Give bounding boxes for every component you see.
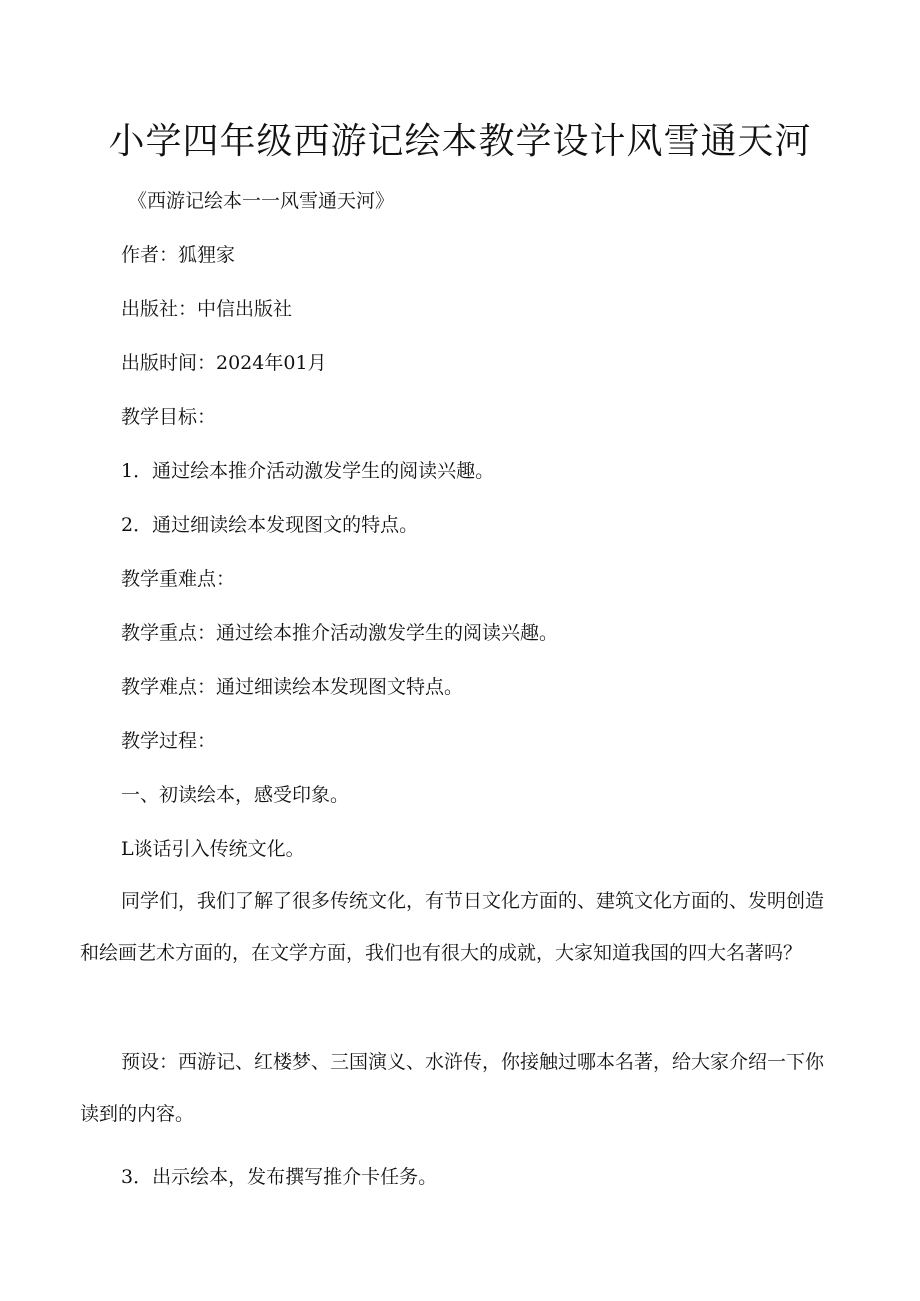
preset-paragraph: 预设：西游记、红楼梦、三国演义、水浒传，你接触过哪本名著，给大家介绍一下你读到的内容。 bbox=[80, 1051, 825, 1125]
step-item-1: L谈话引入传统文化。 bbox=[121, 838, 305, 860]
step-item-3: 3．出示绘本，发布撰写推介卡任务。 bbox=[121, 1166, 438, 1188]
goals-heading: 教学目标： bbox=[121, 406, 217, 428]
intro-paragraph: 同学们，我们了解了很多传统文化，有节日文化方面的、建筑文化方面的、发明创造和绘画艺术方面的，在文学方面，我们也有很大的成就，大家知道我国的四大名著吗？ bbox=[80, 890, 825, 964]
goal-item-2: 2．通过细读绘本发现图文的特点。 bbox=[121, 514, 419, 536]
key-points-heading: 教学重难点： bbox=[121, 568, 236, 590]
document-title: 小学四年级西游记绘本教学设计风雪通天河 bbox=[108, 121, 812, 162]
difficult-point-line: 教学难点：通过细读绘本发现图文特点。 bbox=[121, 676, 464, 698]
publisher-line: 出版社：中信出版社 bbox=[121, 298, 293, 320]
author-line: 作者：狐狸家 bbox=[121, 244, 236, 266]
goal-item-1: 1．通过绘本推介活动激发学生的阅读兴趣。 bbox=[121, 460, 495, 482]
key-point-line: 教学重点：通过绘本推介活动激发学生的阅读兴趣。 bbox=[121, 622, 559, 644]
process-heading: 教学过程： bbox=[121, 730, 217, 752]
publish-date-line: 出版时间：2024年01月 bbox=[121, 352, 327, 374]
book-title: 《西游记绘本一一风雪通天河》 bbox=[128, 190, 395, 212]
section-heading-1: 一、初读绘本，感受印象。 bbox=[121, 784, 350, 806]
